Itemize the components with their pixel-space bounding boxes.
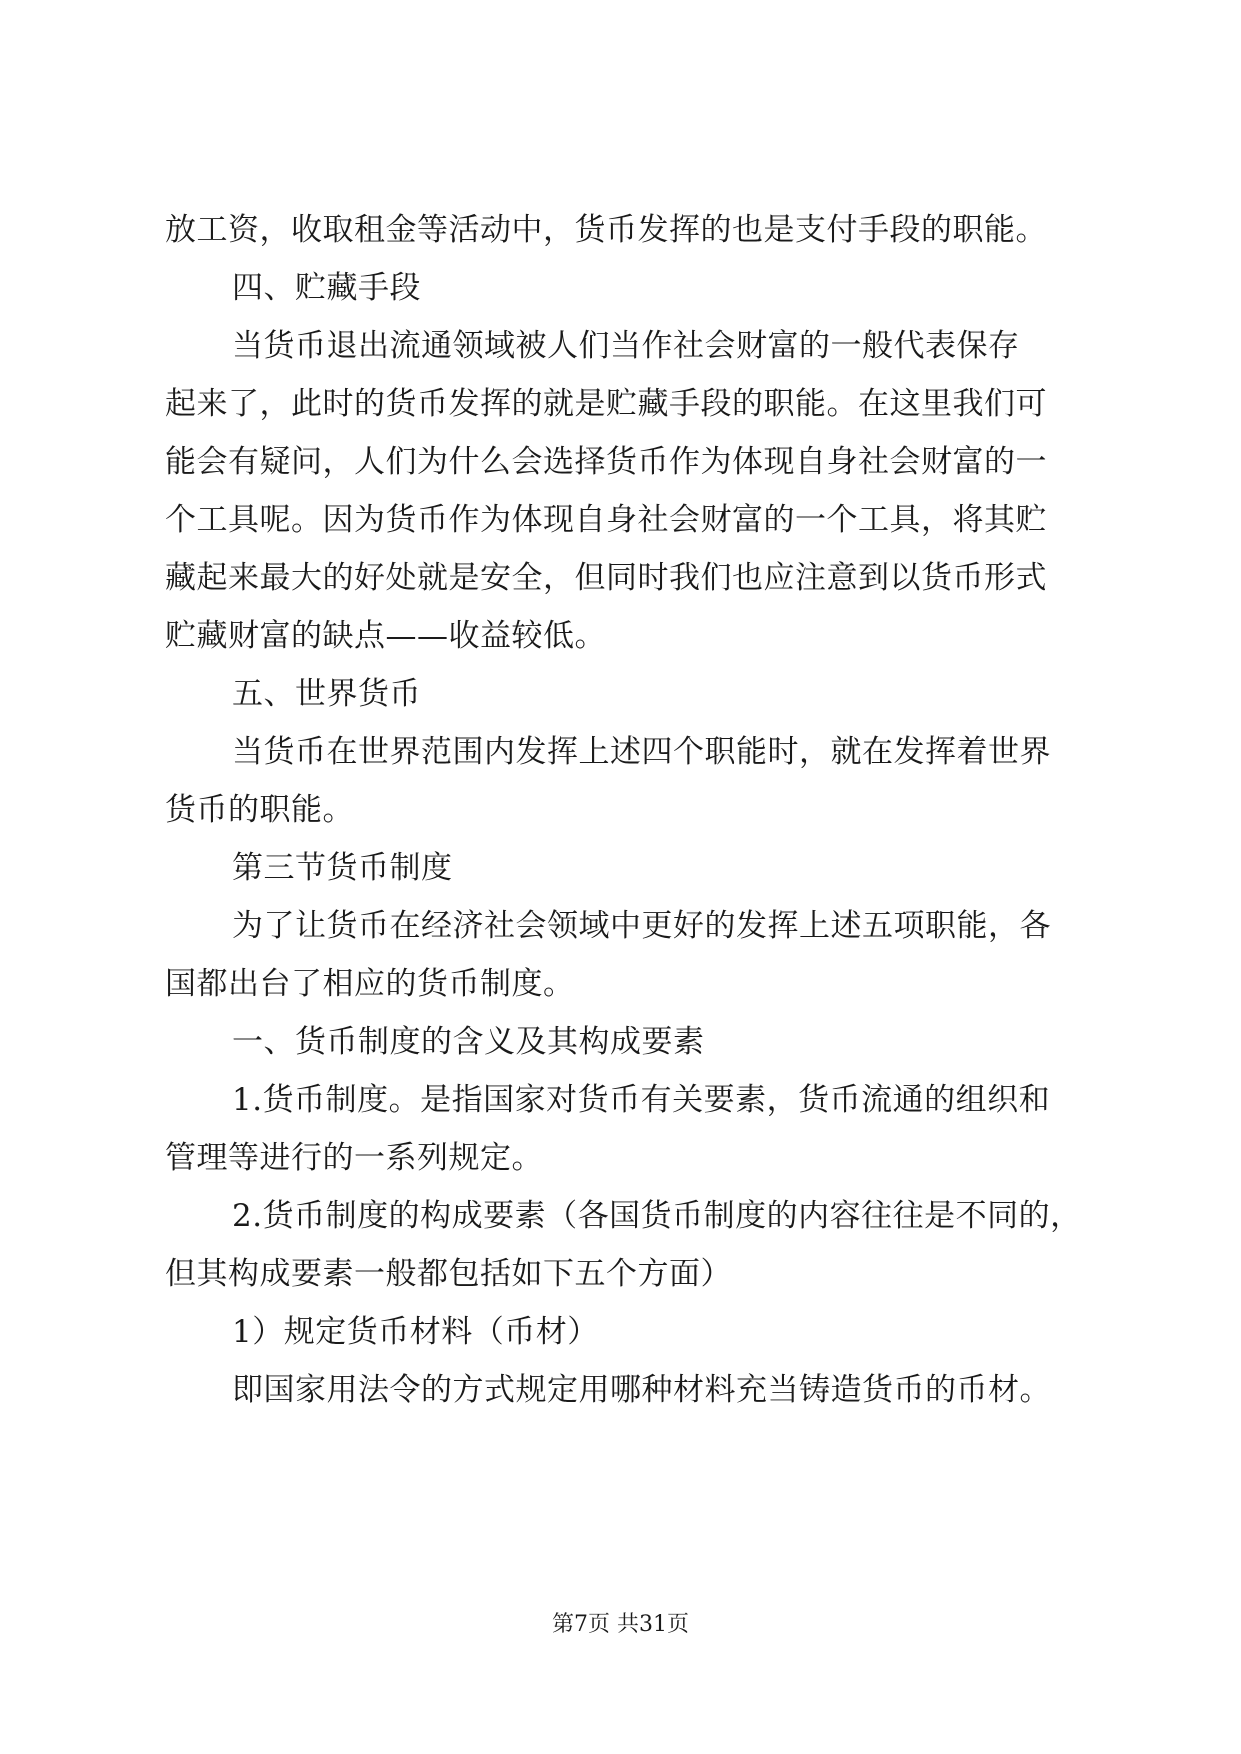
paragraph-line: 但其构成要素一般都包括如下五个方面） <box>165 1256 732 1292</box>
paragraph-line: 2.货币制度的构成要素（各国货币制度的内容往往是不同的， <box>232 1198 1082 1234</box>
paragraph-line: 1.货币制度。是指国家对货币有关要素，货币流通的组织和 <box>232 1082 1051 1118</box>
page-footer: 第7页 共31页 <box>552 1612 689 1637</box>
paragraph-line: 藏起来最大的好处就是安全，但同时我们也应注意到以货币形式 <box>165 560 1047 596</box>
paragraph-line: 贮藏财富的缺点——收益较低。 <box>165 618 606 654</box>
paragraph-line: 个工具呢。因为货币作为体现自身社会财富的一个工具，将其贮 <box>165 502 1047 538</box>
section-heading: 一、货币制度的含义及其构成要素 <box>232 1024 705 1060</box>
paragraph-line: 国都出台了相应的货币制度。 <box>165 966 575 1002</box>
section-heading: 五、世界货币 <box>232 676 421 712</box>
section-heading: 四、贮藏手段 <box>232 270 421 306</box>
paragraph-line: 管理等进行的一系列规定。 <box>165 1140 543 1176</box>
section-heading: 第三节货币制度 <box>232 850 453 886</box>
paragraph-line: 起来了，此时的货币发挥的就是贮藏手段的职能。在这里我们可 <box>165 386 1047 422</box>
list-item-heading: 1）规定货币材料（币材） <box>232 1314 599 1350</box>
paragraph-line: 货币的职能。 <box>165 792 354 828</box>
paragraph-line: 放工资，收取租金等活动中，货币发挥的也是支付手段的职能。 <box>165 212 1047 248</box>
paragraph-line: 即国家用法令的方式规定用哪种材料充当铸造货币的币材。 <box>232 1372 1051 1408</box>
paragraph-line: 为了让货币在经济社会领域中更好的发挥上述五项职能，各 <box>232 908 1051 944</box>
paragraph-line: 能会有疑问，人们为什么会选择货币作为体现自身社会财富的一 <box>165 444 1047 480</box>
paragraph-line: 当货币在世界范围内发挥上述四个职能时，就在发挥着世界 <box>232 734 1051 770</box>
paragraph-line: 当货币退出流通领域被人们当作社会财富的一般代表保存 <box>232 328 1020 364</box>
